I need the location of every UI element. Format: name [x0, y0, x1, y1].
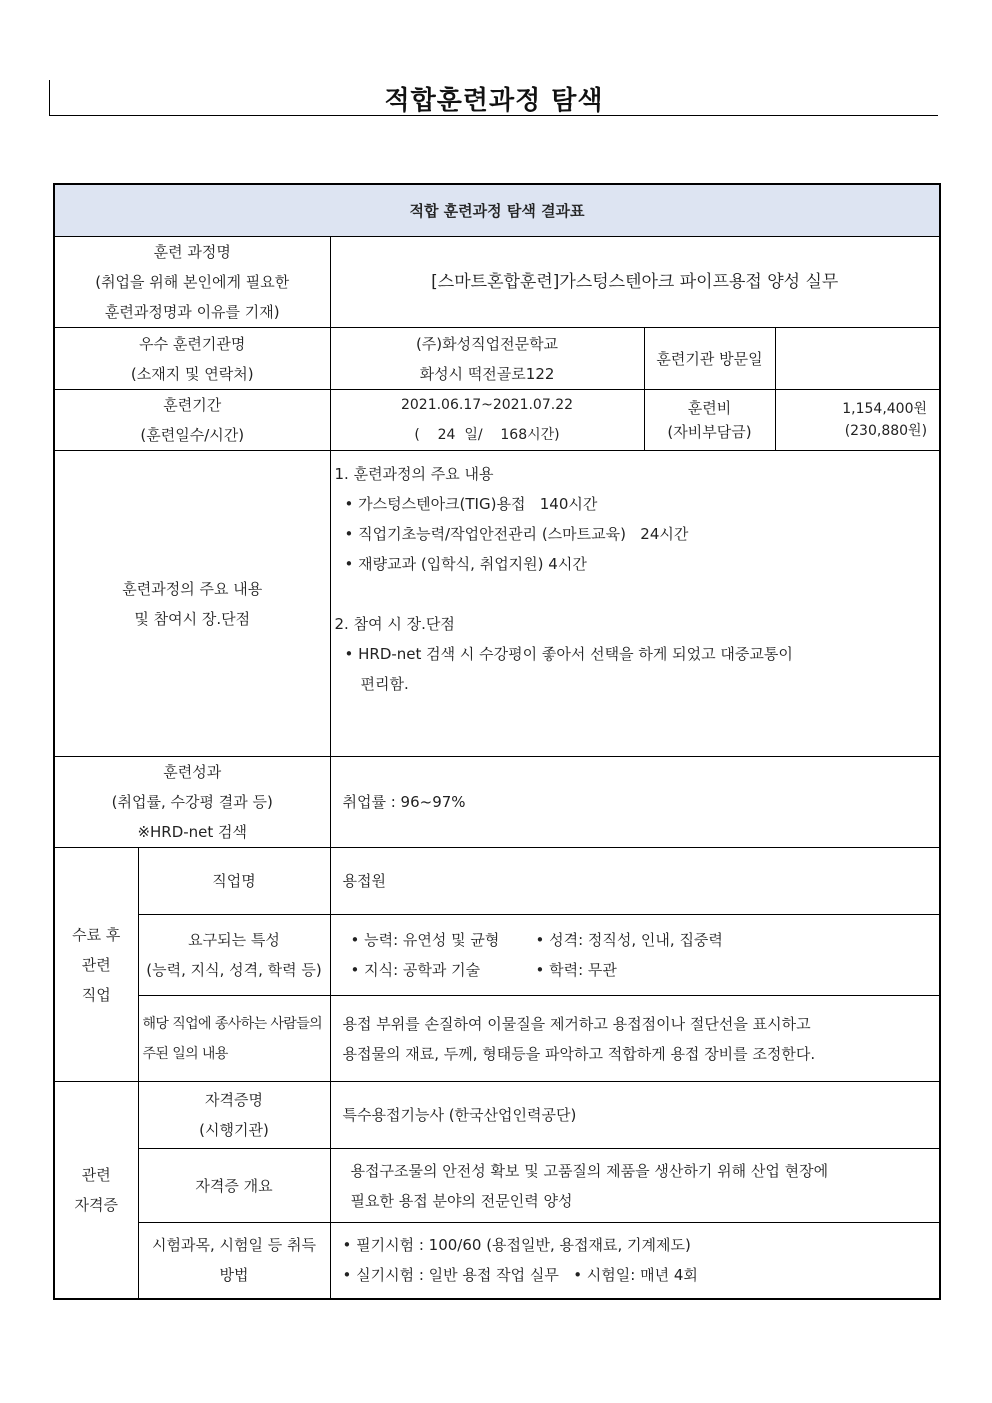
job-duties-value: 용접 부위를 손질하여 이물질을 제거하고 용접점이나 절단선을 표시하고 용접물의 재료, 두께, 형태등을 파악하고 적합하게 용접 장비를 조정한다. — [330, 996, 940, 1082]
trait-education: • 학력: 무관 — [535, 961, 617, 979]
visit-date-value — [775, 328, 940, 390]
job-group-label: 수료 후 관련 직업 — [54, 848, 138, 1082]
trait-ability: • 능력: 유연성 및 균형 — [350, 931, 500, 949]
content-label: 훈련과정의 주요 내용 및 참여시 장.단점 — [54, 451, 330, 757]
content-value — [330, 451, 940, 757]
cert-exam-label: 시험과목, 시험일 등 취득 방법 — [138, 1223, 330, 1299]
institution-value: (주)화성직업전문학교 화성시 떡전골로122 — [330, 328, 644, 390]
page-title: 적합훈련과정 탐색 — [384, 86, 604, 116]
cert-name-value: 특수용접기능사 (한국산업인력공단) — [330, 1082, 940, 1149]
cert-group-label: 관련 자격증 — [54, 1082, 138, 1299]
cert-exam-value: • 필기시험 : 100/60 (용접일반, 용접재료, 기계제도) • 실기시험 : 일반 용접 작업 실무 • 시험일: 매년 4회 — [330, 1223, 940, 1299]
title-bar — [49, 80, 938, 116]
course-name-value: [스마트혼합훈련]가스텅스텐아크 파이프용접 양성 실무 — [330, 237, 940, 328]
job-name-label: 직업명 — [138, 848, 330, 915]
list-item-continued: 편리함. — [360, 675, 409, 693]
table-header: 적합 훈련과정 탐색 결과표 — [54, 184, 940, 237]
outcome-label: 훈련성과 (취업률, 수강평 결과 등) ※HRD-net 검색 — [54, 757, 330, 848]
list-item: • 가스텅스텐아크(TIG)용접 140시간 — [344, 495, 598, 513]
list-item: • 직업기초능력/작업안전관리 (스마트교육) 24시간 — [344, 525, 689, 543]
fee-value: 1,154,400원 (230,880원) — [775, 390, 940, 451]
list-item: • 재량교과 (입학식, 취업지원) 4시간 — [344, 555, 587, 573]
section1-title: 1. 훈련과정의 주요 내용 — [334, 465, 494, 483]
visit-date-label: 훈련기관 방문일 — [644, 328, 775, 390]
period-value: 2021.06.17~2021.07.22 ( 24 일/ 168시간) — [330, 390, 644, 451]
result-table — [53, 183, 941, 1300]
outcome-value: 취업률 : 96~97% — [330, 757, 940, 848]
period-label: 훈련기간 (훈련일수/시간) — [54, 390, 330, 451]
fee-label: 훈련비 (자비부담금) — [644, 390, 775, 451]
job-name-value: 용접원 — [330, 848, 940, 915]
trait-personality: • 성격: 정직성, 인내, 집중력 — [535, 931, 723, 949]
course-label: 훈련 과정명 (취업을 위해 본인에게 필요한 훈련과정명과 이유를 기재) — [54, 237, 330, 328]
job-duties-label: 해당 직업에 종사하는 사람들의 주된 일의 내용 — [138, 996, 330, 1082]
cert-name-label: 자격증명 (시행기관) — [138, 1082, 330, 1149]
cert-overview-value: 용접구조물의 안전성 확보 및 고품질의 제품을 생산하기 위해 산업 현장에 필요한 용접 분야의 전문인력 양성 — [330, 1149, 940, 1223]
section2-title: 2. 참여 시 장.단점 — [334, 615, 455, 633]
cert-overview-label: 자격증 개요 — [138, 1149, 330, 1223]
job-traits-label: 요구되는 특성 (능력, 지식, 성격, 학력 등) — [138, 915, 330, 996]
institution-label: 우수 훈련기관명 (소재지 및 연락처) — [54, 328, 330, 390]
list-item: • HRD-net 검색 시 수강평이 좋아서 선택을 하게 되었고 대중교통이 — [344, 645, 793, 663]
job-traits-value — [330, 915, 940, 996]
trait-knowledge: • 지식: 공학과 기술 — [350, 961, 481, 979]
